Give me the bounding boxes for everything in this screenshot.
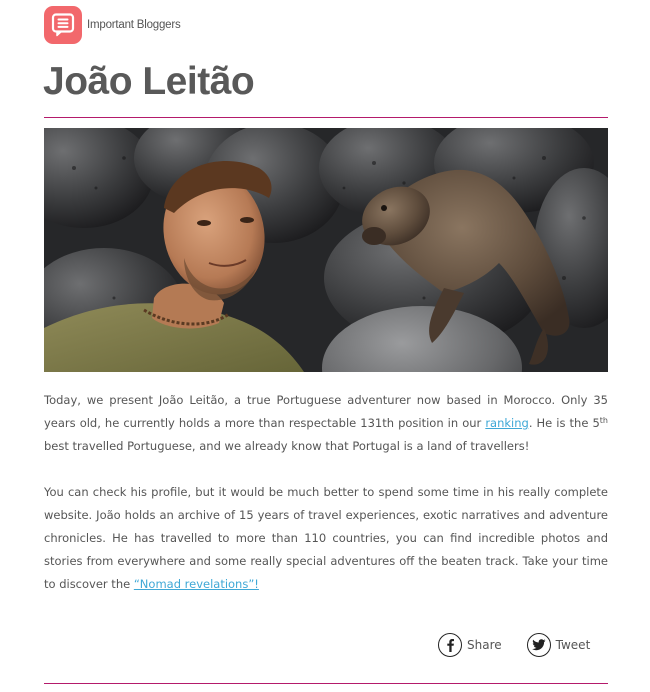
article-body — [44, 389, 608, 596]
ordinal-superscript: th — [599, 416, 608, 425]
chat-list-icon[interactable] — [44, 6, 82, 44]
top-divider — [44, 117, 608, 118]
nomad-revelations-link[interactable]: “Nomad revelations”! — [133, 577, 259, 591]
paragraph-website — [44, 481, 608, 596]
ranking-link[interactable]: ranking — [485, 416, 529, 430]
share-bar — [438, 632, 590, 658]
facebook-share-button[interactable] — [438, 633, 502, 657]
blog-name[interactable]: Important Bloggers — [87, 19, 181, 31]
page-title: João Leitão — [43, 60, 255, 103]
paragraph-intro — [44, 389, 608, 458]
facebook-icon — [438, 633, 462, 657]
blog-header — [44, 5, 181, 45]
bottom-divider — [44, 683, 608, 684]
twitter-icon — [527, 633, 551, 657]
hero-photo — [44, 128, 608, 372]
intro-text: Today, we present João Leitão, a true Portuguese adventurer now based in Morocco. Only 35 years old, he currently holds a more than respectable 131th position in our — [44, 393, 608, 430]
tweet-label: Tweet — [555, 638, 591, 652]
website-text: You can check his profile, but it would be much better to spend some time in his really complete website. João holds an archive of 15 years of travel experiences, exotic narratives and adventure chronicles. He has travelled to more than 110 countries, you can find incredible photos and stories from everywhere and some really special adventures off the beaten track. Take your time to discover the — [44, 485, 608, 591]
share-label: Share — [467, 638, 502, 652]
twitter-tweet-button[interactable] — [527, 633, 591, 657]
intro-text-continued: . He is the 5 — [528, 416, 600, 430]
intro-text-end: best travelled Portuguese, and we already know that Portugal is a land of travellers! — [44, 439, 530, 453]
